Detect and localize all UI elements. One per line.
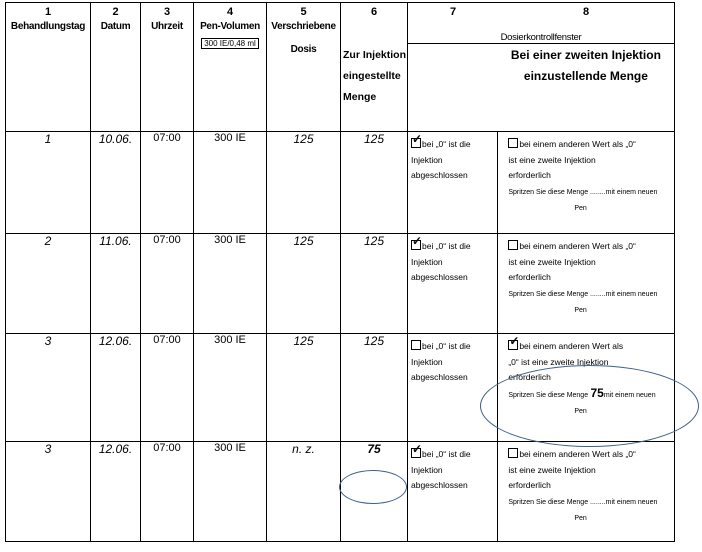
day-value: 3 [44,334,52,348]
date-value: 12.06. [98,442,133,456]
pen-volume-label: 300 IE/0,48 ml [201,38,259,49]
second-text-5: Pen [574,515,587,522]
day-value: 3 [44,442,52,456]
day-value: 1 [44,132,52,146]
second-injection-cell [498,234,675,334]
set-cell [341,132,408,234]
pen-value: 300 IE [214,234,246,246]
done-text-2: Injektion [411,356,443,367]
date-cell [91,132,141,234]
col-number: 1 [44,6,52,18]
dose-cell [267,234,341,334]
time-value: 07:00 [153,234,181,246]
col-title-line2: einzustellende Menge [523,69,648,83]
day-cell [6,132,91,234]
day-cell [6,234,91,334]
time-cell [141,132,194,234]
day-cell [6,442,91,542]
col-title: Verschriebene [271,21,336,32]
done-text-2: Injektion [411,464,443,475]
header-col-7-8 [408,3,675,44]
second-text-4: Spritzen Sie diese Menge [508,391,589,399]
set-cell [341,334,408,442]
col-title: Pen-Volumen [200,21,260,32]
done-text-3: abgeschlossen [411,372,468,382]
dose-value: 125 [293,234,314,248]
second-injection-cell [498,132,675,234]
dose-cell [267,132,341,234]
group-header: Dosierkontrollfenster [500,32,582,43]
pen-cell [194,234,267,334]
second-text-5: Pen [574,408,587,415]
day-cell [6,334,91,442]
date-cell [91,442,141,542]
second-text-4: Spritzen Sie diese Menge ........ [508,290,606,298]
pen-value: 300 IE [214,334,246,346]
second-text-1: bei einem anderen Wert als „0“ [519,241,636,251]
dose-value: n. z. [292,442,315,456]
col-number: 2 [112,6,119,18]
header-col-1 [6,3,91,132]
second-text-4: Spritzen Sie diese Menge ........ [508,188,606,196]
table-row [6,132,675,234]
pen-cell [194,442,267,542]
col-title: Datum [100,21,131,32]
date-cell [91,334,141,442]
col-number: 7 [449,6,457,18]
done-text-2: Injektion [411,154,443,165]
second-text-4: Spritzen Sie diese Menge ........ [508,498,606,506]
dose-cell [267,442,341,542]
check-done-cell [408,234,498,334]
second-injection-cell [498,334,675,442]
table-row [6,334,675,442]
set-value: 125 [363,132,385,146]
time-cell [141,334,194,442]
pen-cell [194,132,267,234]
time-cell [141,234,194,334]
set-value: 125 [363,234,385,248]
col-title: Behandlungstag [10,21,86,32]
second-text-2: ist eine zweite Injektion [508,464,596,475]
second-injection-checkbox[interactable] [508,138,518,148]
second-injection-checkbox[interactable] [508,240,518,250]
second-text-4b: mit einem neuen [603,391,656,399]
second-text-1: bei einem anderen Wert als „0“ [519,139,636,149]
header-col-5 [267,3,341,132]
second-text-4b: mit einem neuen [605,290,658,298]
second-text-3: erforderlich [508,272,551,282]
dose-cell [267,334,341,442]
second-text-3: erforderlich [508,480,551,490]
header-col-6 [341,44,408,132]
col-title-line2: Dosis [290,44,317,55]
second-injection-checkbox[interactable] [508,448,518,458]
done-checkbox[interactable] [411,240,421,250]
dose-value: 125 [293,132,314,146]
second-dose-amount: 75 [590,385,604,400]
second-text-1: bei einem anderen Wert als [519,341,624,351]
done-text-3: abgeschlossen [411,272,468,282]
done-text-1: bei „0“ ist die [422,449,471,459]
col-number: 8 [582,6,590,18]
dosing-log-table [5,2,675,542]
date-value: 10.06. [98,132,133,146]
second-text-2: ist eine zweite Injektion [508,256,596,267]
col-title: Bei einer zweiten Injektion [510,48,661,62]
check-done-cell [408,334,498,442]
second-text-5: Pen [574,307,587,314]
header-col-3 [141,3,194,132]
done-text-3: abgeschlossen [411,170,468,180]
col-title-line3: Menge [343,90,377,103]
col-number: 3 [163,6,171,18]
done-text-3: abgeschlossen [411,480,468,490]
second-text-1: bei einem anderen Wert als „0“ [519,449,636,459]
second-injection-checkbox[interactable] [508,340,518,350]
check-done-cell [408,442,498,542]
second-text-2: ist eine zweite Injektion [508,154,596,165]
second-text-3: erforderlich [508,372,551,382]
dose-value: 125 [293,334,314,348]
col-number: 4 [226,6,234,18]
set-value: 125 [363,334,385,348]
second-text-4b: mit einem neuen [605,498,658,506]
second-injection-cell [498,442,675,542]
date-cell [91,234,141,334]
done-checkbox[interactable] [411,340,421,350]
check-done-cell [408,132,498,234]
header-col-7 [408,44,498,132]
date-value: 11.06. [99,234,132,248]
header-col-8 [498,44,675,132]
day-value: 2 [44,234,52,248]
done-checkbox[interactable] [411,448,421,458]
done-text-1: bei „0“ ist die [422,139,471,149]
set-value: 75 [367,442,381,456]
second-text-4b: mit einem neuen [605,188,658,196]
time-cell [141,442,194,542]
second-text-5: Pen [574,205,587,212]
col-title: Zur Injektion [343,48,406,61]
set-cell [341,442,408,542]
header-col-4 [194,3,267,132]
col-title-line2: eingestellte [343,69,401,82]
header-col-6-num [341,3,408,44]
set-cell [341,234,408,334]
header-col-2 [91,3,141,132]
done-checkbox[interactable] [411,138,421,148]
pen-value: 300 IE [214,132,246,144]
col-number: 6 [370,6,378,18]
second-text-2: „0“ ist eine zweite Injektion [508,356,609,367]
date-value: 12.06. [98,334,133,348]
done-text-1: bei „0“ ist die [422,341,471,351]
pen-cell [194,334,267,442]
second-text-3: erforderlich [508,170,551,180]
pen-value: 300 IE [214,442,246,454]
col-number: 5 [300,6,307,18]
done-text-1: bei „0“ ist die [422,241,471,251]
done-text-2: Injektion [411,256,443,267]
table-row [6,234,675,334]
time-value: 07:00 [153,132,181,144]
time-value: 07:00 [153,334,181,346]
col-title: Uhrzeit [151,21,183,32]
table-row [6,442,675,542]
time-value: 07:00 [153,442,181,454]
